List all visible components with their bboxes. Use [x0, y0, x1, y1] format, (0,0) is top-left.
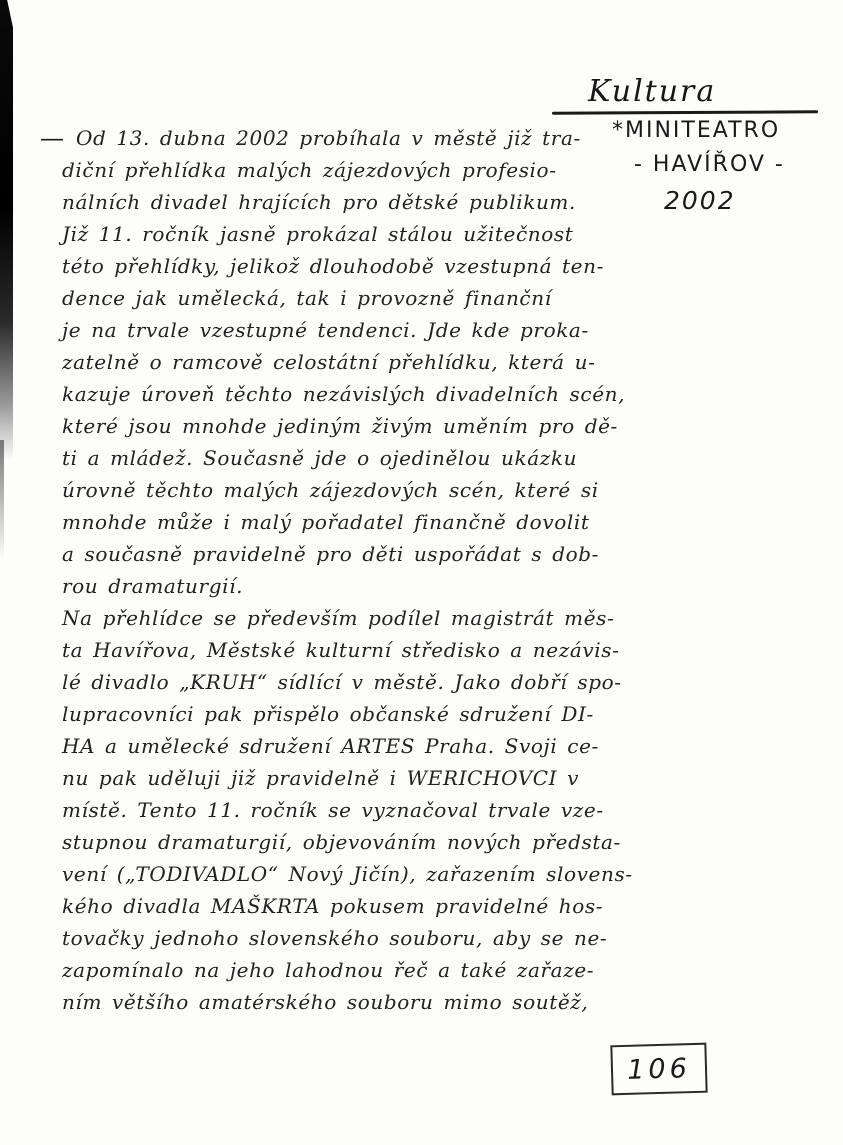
handwritten-line: rou dramaturgií.	[62, 574, 244, 598]
handwritten-line: zatelně o ramcově celostátní přehlídku, která u-	[62, 350, 596, 374]
handwritten-line: místě. Tento 11. ročník se vyznačoval trvale vze-	[62, 798, 604, 822]
handwritten-line: ním většího amatérského souboru mimo soutěž,	[62, 990, 589, 1014]
page-title: Kultura	[588, 74, 717, 109]
handwritten-line: úrovně těchto malých zájezdových scén, které si	[62, 478, 599, 502]
handwritten-line: kého divadla MAŠKRTA pokusem pravidelné hos-	[62, 894, 604, 918]
handwritten-line: Již 11. ročník jasně prokázal stálou užitečnost	[62, 222, 574, 246]
handwritten-line: této přehlídky, jelikož dlouhodobě vzestupná ten-	[62, 254, 604, 278]
handwritten-line: diční přehlídka malých zájezdových profesio-	[62, 158, 557, 182]
handwritten-line: nu pak uděluji již pravidelně i WERICHOVCI v	[62, 766, 580, 790]
handwritten-line: ta Havířova, Městské kulturní středisko a nezávis-	[62, 638, 620, 662]
handwritten-line: dence jak umělecká, tak i provozně finanční	[62, 286, 552, 310]
page-number-box	[610, 1043, 707, 1096]
paragraph-dash: —	[40, 124, 64, 152]
handwritten-line: stupnou dramaturgií, objevováním nových předsta-	[62, 830, 621, 854]
page-number: 106	[626, 1052, 692, 1086]
handwritten-line: je na trvale vzestupné tendenci. Jde kde proka-	[62, 318, 589, 342]
margin-annotation-city: - HAVÍŘOV -	[634, 152, 785, 177]
handwritten-line: Na přehlídce se především podílel magistrát měs-	[62, 606, 615, 630]
handwritten-line: tovačky jednoho slovenského souboru, aby se ne-	[62, 926, 608, 950]
handwritten-text-block	[62, 122, 633, 1018]
handwritten-line: a současně pravidelně pro děti uspořádat s dob-	[62, 542, 600, 566]
handwritten-line: vení („TODIVADLO“ Nový Jičín), zařazením slovens-	[62, 862, 633, 886]
scan-artifact-left-edge-fade	[0, 440, 4, 560]
scan-artifact-left-edge	[0, 0, 13, 460]
handwritten-line: Od 13. dubna 2002 probíhala v městě již tra-	[76, 126, 581, 150]
handwritten-line: ti a mládež. Současně jde o ojedinělou ukázku	[62, 446, 578, 470]
handwritten-line: lupracovníci pak přispělo občanské sdružení DI-	[62, 702, 594, 726]
title-underline	[552, 110, 818, 114]
handwritten-line: nálních divadel hrajících pro dětské publikum.	[62, 190, 576, 214]
handwritten-line: kazuje úroveň těchto nezávislých divadelních scén,	[62, 382, 626, 406]
handwritten-line: mnohde může i malý pořadatel finančně dovolit	[62, 510, 590, 534]
margin-annotation-event-name: *MINITEATRO	[612, 118, 781, 143]
handwritten-line: které jsou mnohde jediným živým uměním pro dě-	[62, 414, 618, 438]
handwritten-line: lé divadlo „KRUH“ sídlící v městě. Jako dobří spo-	[62, 670, 622, 694]
handwritten-line: zapomínalo na jeho lahodnou řeč a také zařaze-	[62, 958, 595, 982]
handwritten-line: HA a umělecké sdružení ARTES Praha. Svoji ce-	[62, 734, 599, 758]
margin-annotation-year: 2002	[664, 186, 736, 215]
